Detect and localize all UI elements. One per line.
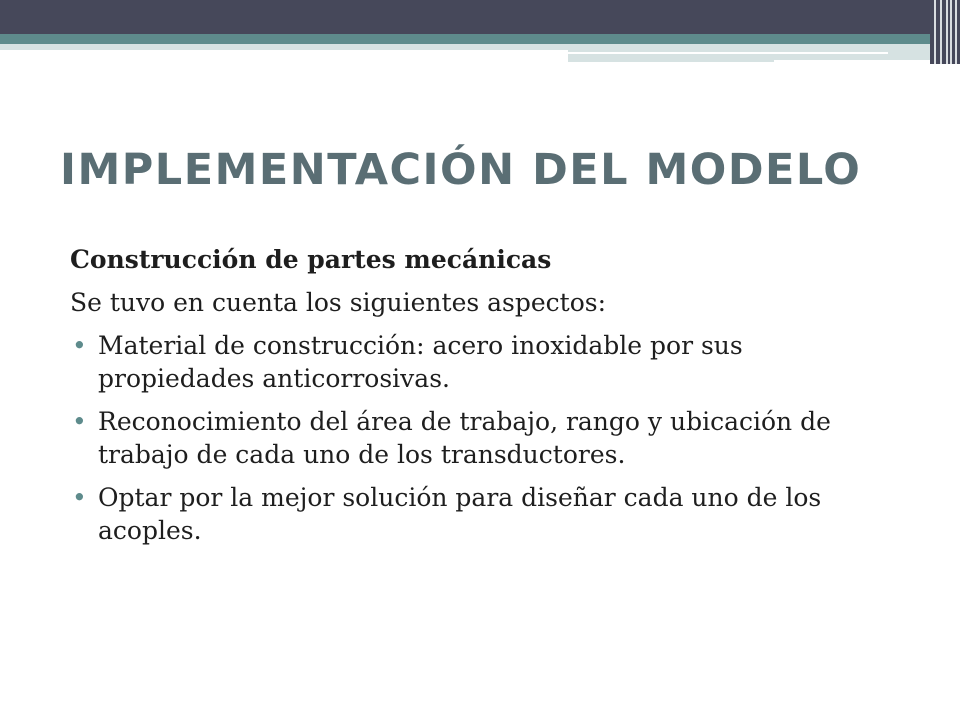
intro-text: Se tuvo en cuenta los siguientes aspectos: xyxy=(70,288,607,317)
bullet-item xyxy=(70,481,890,547)
slide-body xyxy=(70,243,890,557)
bullet-text: Optar por la mejor solución para diseñar cada uno de los acoples. xyxy=(98,483,822,545)
bullet-list xyxy=(70,329,890,547)
bullet-text: Reconocimiento del área de trabajo, rango y ubicación de trabajo de cada uno de los transductores. xyxy=(98,407,831,469)
bullet-text: Material de construcción: acero inoxidable por sus propiedades anticorrosivas. xyxy=(98,331,743,393)
header-corner-stripes xyxy=(930,0,960,64)
header-band-dark xyxy=(0,0,960,34)
bullet-item xyxy=(70,329,890,395)
bullet-item xyxy=(70,405,890,471)
header-band-teal xyxy=(0,34,960,44)
bullet-icon: • xyxy=(72,407,87,436)
section-subtitle: Construcción de partes mecánicas xyxy=(70,245,552,274)
slide-title: IMPLEMENTACIÓN DEL MODELO xyxy=(60,145,862,195)
header-accent-line xyxy=(568,52,888,54)
bullet-icon: • xyxy=(72,331,87,360)
bullet-icon: • xyxy=(72,483,87,512)
